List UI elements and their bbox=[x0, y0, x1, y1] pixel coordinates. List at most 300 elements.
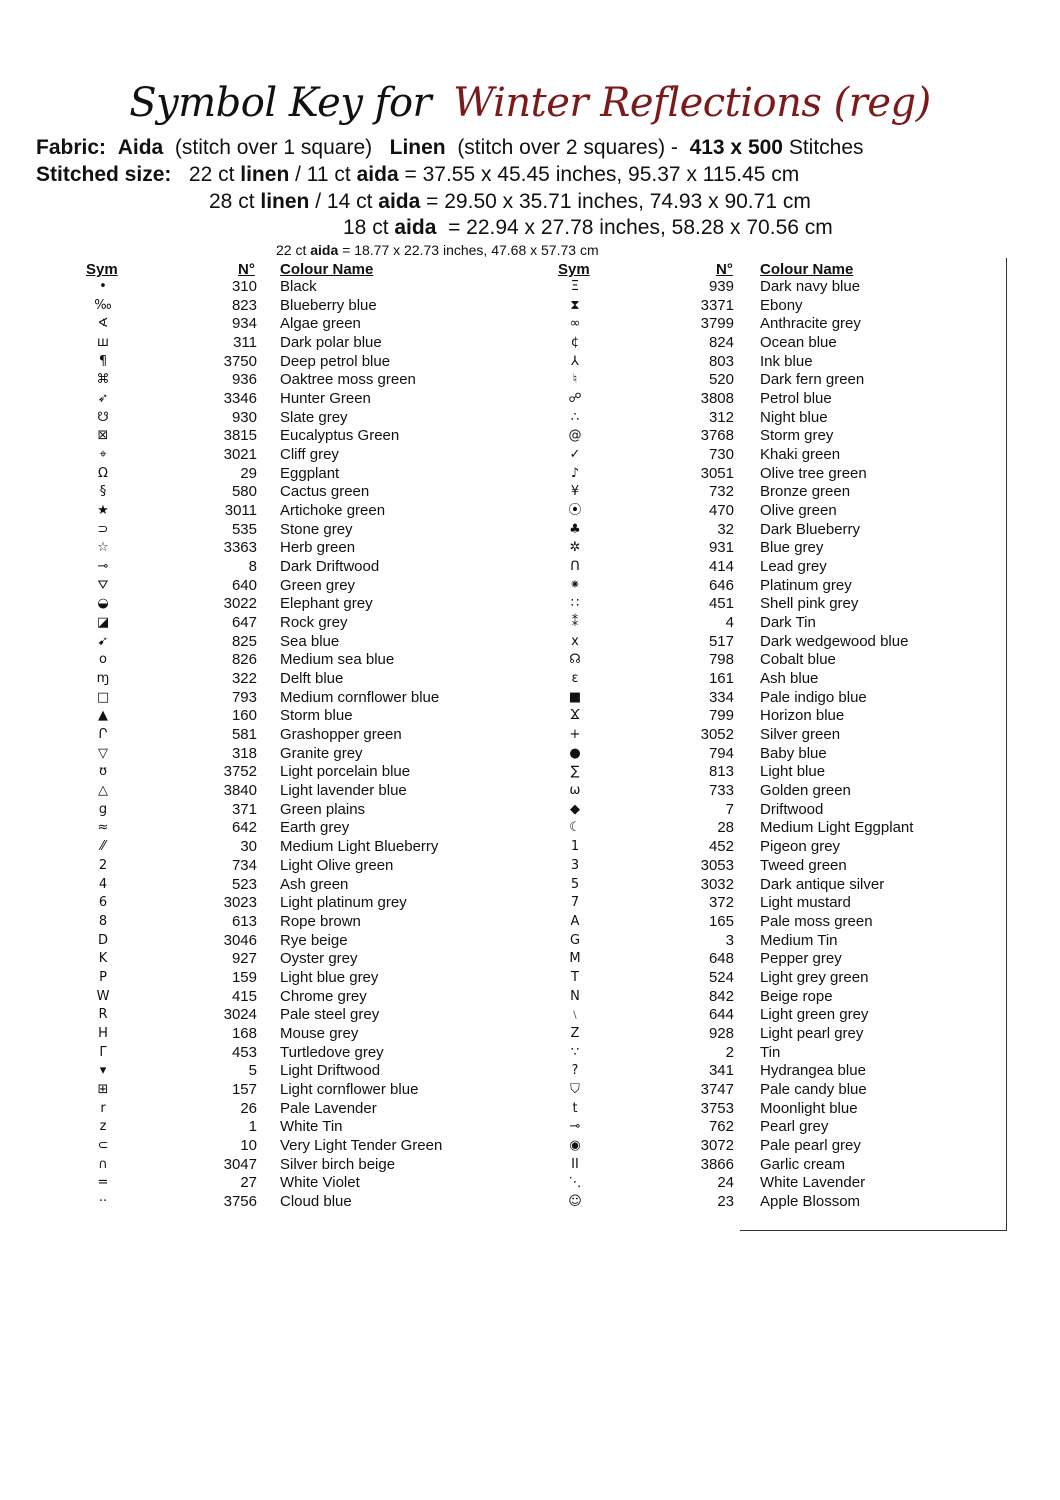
colour-name: Elephant grey bbox=[280, 595, 373, 613]
table-row bbox=[555, 614, 1035, 633]
stitch-symbol: K bbox=[98, 951, 108, 967]
colour-name: Herb green bbox=[280, 539, 356, 557]
floss-number: 3 bbox=[725, 931, 734, 949]
stitch-symbol: ⁑ bbox=[571, 615, 579, 631]
table-row bbox=[83, 315, 563, 334]
floss-number: 3047 bbox=[223, 1155, 257, 1173]
floss-number: 165 bbox=[708, 912, 734, 930]
size-2-mid: / 14 ct bbox=[315, 190, 373, 213]
stitch-count: 413 x 500 bbox=[689, 136, 783, 159]
size-4-pre: 22 ct bbox=[276, 242, 307, 258]
stitch-symbol: G bbox=[569, 932, 581, 948]
table-row bbox=[83, 670, 563, 689]
floss-number: 813 bbox=[708, 763, 734, 781]
floss-number: 939 bbox=[708, 278, 734, 295]
size-label: Stitched size: bbox=[36, 163, 172, 186]
floss-number: 581 bbox=[231, 726, 257, 744]
table-row bbox=[83, 353, 563, 372]
table-row bbox=[83, 577, 563, 596]
stitch-symbol: ✲ bbox=[569, 540, 581, 556]
table-row bbox=[83, 1062, 563, 1081]
table-row bbox=[555, 1081, 1035, 1100]
colour-name: Cactus green bbox=[280, 483, 370, 501]
pattern-name: Winter Reflections (reg) bbox=[453, 80, 931, 126]
floss-number: 322 bbox=[231, 670, 257, 688]
table-row bbox=[83, 689, 563, 708]
table-row bbox=[83, 782, 563, 801]
floss-number: 647 bbox=[231, 614, 257, 632]
table-row bbox=[555, 745, 1035, 764]
table-row bbox=[83, 1193, 563, 1212]
stitch-symbol: ⊂ bbox=[97, 1137, 109, 1153]
colour-name: Light mustard bbox=[760, 894, 851, 912]
stitch-symbol: ⋱ bbox=[568, 1175, 582, 1191]
colour-name: Dark navy blue bbox=[760, 278, 861, 295]
colour-name: Night blue bbox=[760, 408, 828, 426]
floss-number: 470 bbox=[708, 502, 734, 520]
table-row bbox=[83, 950, 563, 969]
floss-number: 157 bbox=[231, 1080, 257, 1098]
colour-name: Blueberry blue bbox=[280, 296, 377, 314]
colour-name: Turtledove grey bbox=[280, 1043, 384, 1061]
stitch-symbol: + bbox=[569, 727, 581, 743]
stitch-symbol: ◒ bbox=[97, 596, 109, 612]
floss-number: 159 bbox=[231, 968, 257, 986]
colour-name: Beige rope bbox=[760, 987, 833, 1005]
colour-name: Khaki green bbox=[760, 446, 841, 464]
floss-number: 3753 bbox=[700, 1099, 734, 1117]
colour-name: Earth grey bbox=[280, 819, 350, 837]
stitch-symbol: M bbox=[569, 951, 581, 967]
colour-name: Cliff grey bbox=[280, 446, 339, 464]
colour-name: Pepper grey bbox=[760, 950, 842, 968]
table-row bbox=[83, 558, 563, 577]
floss-number: 3051 bbox=[700, 464, 734, 482]
colour-name: Shell pink grey bbox=[760, 595, 859, 613]
table-row bbox=[83, 297, 563, 316]
stitch-symbol: 1 bbox=[570, 839, 580, 855]
colour-name: Dark Blueberry bbox=[760, 520, 861, 538]
stitch-symbol: R bbox=[98, 1007, 108, 1023]
table-row bbox=[555, 763, 1035, 782]
colour-name: Silver green bbox=[760, 726, 841, 744]
floss-number: 762 bbox=[708, 1118, 734, 1136]
colour-name: Tweed green bbox=[760, 856, 847, 874]
floss-number: 734 bbox=[231, 856, 257, 874]
table-row bbox=[555, 1062, 1035, 1081]
colour-name: Light blue grey bbox=[280, 968, 379, 986]
table-row bbox=[83, 1025, 563, 1044]
stitch-symbol: o bbox=[99, 652, 107, 668]
stitch-symbol: ⊞ bbox=[97, 1081, 109, 1097]
floss-number: 798 bbox=[708, 651, 734, 669]
fabric-label: Fabric: bbox=[36, 136, 107, 159]
stitch-symbol: D bbox=[97, 932, 108, 948]
floss-number: 825 bbox=[231, 632, 257, 650]
table-row bbox=[83, 894, 563, 913]
floss-number: 580 bbox=[231, 483, 257, 501]
colour-name: Olive tree green bbox=[760, 464, 867, 482]
stitch-symbol: T bbox=[571, 969, 579, 985]
stitch-symbol: ☋ bbox=[97, 409, 109, 425]
colour-name: Horizon blue bbox=[760, 707, 845, 725]
header-sym-right: Sym bbox=[558, 261, 590, 278]
stitch-symbol: ∩ bbox=[98, 1156, 108, 1172]
stitch-symbol: ▲ bbox=[98, 708, 108, 724]
stitch-symbol: ≈ bbox=[97, 820, 109, 836]
header-num-right: N° bbox=[716, 261, 733, 278]
stitch-symbol: II bbox=[571, 1156, 579, 1172]
stitch-symbol: ⌖ bbox=[99, 447, 107, 463]
stitch-symbol: ◆ bbox=[570, 801, 580, 817]
stitch-symbol: ᑎ bbox=[570, 559, 580, 575]
table-row bbox=[83, 932, 563, 951]
stitch-symbol: z bbox=[99, 1119, 107, 1135]
stitch-symbol: r bbox=[100, 1100, 106, 1116]
table-row bbox=[555, 670, 1035, 689]
floss-number: 3021 bbox=[223, 446, 257, 464]
floss-number: 642 bbox=[231, 819, 257, 837]
table-row bbox=[555, 465, 1035, 484]
table-row bbox=[555, 689, 1035, 708]
stitch-symbol: ∞ bbox=[569, 316, 581, 332]
table-row bbox=[555, 1193, 1035, 1212]
floss-number: 613 bbox=[231, 912, 257, 930]
size-line-3 bbox=[343, 216, 833, 240]
table-row bbox=[555, 446, 1035, 465]
title-prefix: Symbol Key for bbox=[129, 80, 432, 126]
table-row bbox=[555, 801, 1035, 820]
stitch-symbol: ♪ bbox=[570, 465, 580, 481]
colour-name: Ocean blue bbox=[760, 334, 837, 352]
stitch-symbol: ☍ bbox=[568, 391, 582, 407]
stitch-symbol: 5 bbox=[570, 876, 580, 892]
size-4-aida: aida bbox=[310, 242, 339, 258]
stitch-symbol: ɛ bbox=[571, 671, 579, 687]
colour-name: Oaktree moss green bbox=[280, 371, 416, 389]
colour-name: Delft blue bbox=[280, 670, 344, 688]
table-row bbox=[555, 1137, 1035, 1156]
stitch-symbol: t bbox=[572, 1100, 578, 1116]
stitch-symbol: A bbox=[570, 913, 580, 929]
floss-number: 30 bbox=[240, 838, 257, 856]
colour-name: Pale indigo blue bbox=[760, 688, 867, 706]
stitch-symbol: ⦿ bbox=[568, 503, 582, 519]
table-row bbox=[83, 707, 563, 726]
stitch-symbol: ∵ bbox=[570, 1044, 580, 1060]
floss-number: 3750 bbox=[223, 352, 257, 370]
colour-name: Slate grey bbox=[280, 408, 348, 426]
colour-name: Light Driftwood bbox=[280, 1062, 381, 1080]
floss-number: 10 bbox=[240, 1136, 257, 1154]
symbol-table-right bbox=[555, 278, 1035, 1212]
colour-name: Light porcelain blue bbox=[280, 763, 411, 781]
table-row bbox=[555, 558, 1035, 577]
floss-number: 414 bbox=[708, 558, 734, 576]
colour-name: Green plains bbox=[280, 800, 366, 818]
stitch-symbol: ‰ bbox=[94, 297, 112, 313]
colour-name: Driftwood bbox=[760, 800, 824, 818]
stitch-symbol: 6 bbox=[98, 895, 108, 911]
floss-number: 372 bbox=[708, 894, 734, 912]
stitch-symbol: ☊ bbox=[569, 652, 581, 668]
colour-name: Golden green bbox=[760, 782, 851, 800]
table-row bbox=[83, 483, 563, 502]
stitch-symbol: ⊠ bbox=[97, 428, 109, 444]
table-row bbox=[555, 651, 1035, 670]
table-row bbox=[83, 409, 563, 428]
colour-name: Medium Tin bbox=[760, 931, 838, 949]
floss-number: 27 bbox=[240, 1174, 257, 1192]
table-row bbox=[83, 857, 563, 876]
table-row bbox=[83, 595, 563, 614]
floss-number: 524 bbox=[708, 968, 734, 986]
table-row bbox=[83, 278, 563, 297]
colour-name: Mouse grey bbox=[280, 1024, 359, 1042]
fabric-aida-note: (stitch over 1 square) bbox=[174, 136, 373, 159]
colour-name: Light platinum grey bbox=[280, 894, 407, 912]
floss-number: 646 bbox=[708, 576, 734, 594]
stitch-symbol: = bbox=[97, 1175, 109, 1191]
stitch-symbol: Ϫ bbox=[570, 708, 580, 724]
stitch-symbol: ☆ bbox=[97, 540, 109, 556]
stitch-symbol: ¢ bbox=[570, 335, 580, 351]
stitch-symbol: ▽ bbox=[98, 745, 108, 761]
floss-number: 3768 bbox=[700, 427, 734, 445]
floss-number: 794 bbox=[708, 744, 734, 762]
fabric-line bbox=[36, 136, 864, 160]
table-row bbox=[83, 371, 563, 390]
stitch-symbol: ➶ bbox=[97, 391, 109, 407]
stitch-symbol: ∢ bbox=[97, 316, 109, 332]
floss-number: 334 bbox=[708, 688, 734, 706]
stitch-symbol: § bbox=[99, 484, 107, 500]
floss-number: 452 bbox=[708, 838, 734, 856]
size-1-pre: 22 ct bbox=[188, 163, 235, 186]
table-row bbox=[555, 409, 1035, 428]
floss-number: 644 bbox=[708, 1006, 734, 1024]
colour-name: Light grey green bbox=[760, 968, 869, 986]
size-line-4 bbox=[276, 242, 599, 258]
stitch-symbol: ▾ bbox=[99, 1063, 107, 1079]
floss-number: 842 bbox=[708, 987, 734, 1005]
stitch-symbol: △ bbox=[98, 783, 108, 799]
stitch-symbol: x bbox=[571, 633, 579, 649]
colour-name: Green grey bbox=[280, 576, 356, 594]
floss-number: 24 bbox=[717, 1174, 734, 1192]
colour-name: Light Olive green bbox=[280, 856, 394, 874]
floss-number: 7 bbox=[725, 800, 734, 818]
floss-number: 826 bbox=[231, 651, 257, 669]
stitch-symbol: N bbox=[570, 988, 580, 1004]
table-row bbox=[555, 1044, 1035, 1063]
stitch-symbol: ■ bbox=[568, 689, 582, 705]
table-row bbox=[83, 427, 563, 446]
colour-name: Dark polar blue bbox=[280, 334, 382, 352]
stitch-symbol: ¶ bbox=[98, 353, 108, 369]
floss-number: 3011 bbox=[224, 502, 257, 520]
floss-number: 730 bbox=[708, 446, 734, 464]
size-2-value: = 29.50 x 35.71 inches, 74.93 x 90.71 cm bbox=[426, 190, 811, 213]
size-line-2 bbox=[209, 190, 811, 214]
table-row bbox=[83, 521, 563, 540]
floss-number: 3808 bbox=[700, 390, 734, 408]
table-border-right bbox=[1006, 258, 1007, 1230]
floss-number: 523 bbox=[231, 875, 257, 893]
fabric-linen-note: (stitch over 2 squares) - bbox=[457, 136, 678, 159]
colour-name: Light green grey bbox=[760, 1006, 869, 1024]
table-row bbox=[83, 465, 563, 484]
stitch-symbol: 2 bbox=[98, 857, 108, 873]
colour-name: Ink blue bbox=[760, 352, 813, 370]
stitch-symbol: ⧗ bbox=[570, 297, 580, 313]
floss-number: 23 bbox=[717, 1192, 734, 1210]
colour-name: Blue grey bbox=[760, 539, 824, 557]
colour-name: Pale moss green bbox=[760, 912, 873, 930]
colour-name: Apple Blossom bbox=[760, 1192, 861, 1210]
table-row bbox=[83, 539, 563, 558]
floss-number: 4 bbox=[725, 614, 734, 632]
header-sym-left: Sym bbox=[86, 261, 118, 278]
floss-number: 930 bbox=[231, 408, 257, 426]
table-row bbox=[83, 633, 563, 652]
colour-name: Ash blue bbox=[760, 670, 819, 688]
table-row bbox=[83, 1100, 563, 1119]
colour-name: Tin bbox=[760, 1043, 781, 1061]
floss-number: 3052 bbox=[700, 726, 734, 744]
floss-number: 3371 bbox=[700, 296, 734, 314]
floss-number: 318 bbox=[231, 744, 257, 762]
size-1-mid: / 11 ct bbox=[295, 163, 351, 186]
stitch-symbol: W bbox=[96, 988, 110, 1004]
colour-name: Pale candy blue bbox=[760, 1080, 867, 1098]
colour-name: Very Light Tender Green bbox=[280, 1136, 443, 1154]
floss-number: 3815 bbox=[223, 427, 257, 445]
colour-name: Baby blue bbox=[760, 744, 827, 762]
floss-number: 936 bbox=[231, 371, 257, 389]
colour-name: Hydrangea blue bbox=[760, 1062, 866, 1080]
table-row bbox=[83, 334, 563, 353]
stitch-symbol: ∑ bbox=[570, 764, 580, 780]
stitch-symbol: □ bbox=[96, 689, 110, 705]
table-row bbox=[83, 838, 563, 857]
colour-name: Light cornflower blue bbox=[280, 1080, 419, 1098]
table-row bbox=[83, 1174, 563, 1193]
colour-name: Bronze green bbox=[760, 483, 851, 501]
table-row bbox=[555, 894, 1035, 913]
colour-name: Rock grey bbox=[280, 614, 348, 632]
stitch-symbol: ★ bbox=[97, 503, 109, 519]
floss-number: 3752 bbox=[223, 763, 257, 781]
table-row bbox=[83, 801, 563, 820]
table-row bbox=[83, 1006, 563, 1025]
floss-number: 3346 bbox=[223, 390, 257, 408]
size-2-linen: linen bbox=[260, 190, 310, 213]
table-row bbox=[555, 1156, 1035, 1175]
colour-name: Storm grey bbox=[760, 427, 834, 445]
table-row bbox=[555, 577, 1035, 596]
colour-name: Medium Light Eggplant bbox=[760, 819, 914, 837]
header-name-left: Colour Name bbox=[280, 261, 374, 278]
colour-name: Stone grey bbox=[280, 520, 353, 538]
floss-number: 3756 bbox=[223, 1192, 257, 1210]
table-row bbox=[83, 651, 563, 670]
table-row bbox=[83, 502, 563, 521]
colour-name: Cloud blue bbox=[280, 1192, 352, 1210]
floss-number: 2 bbox=[725, 1043, 734, 1061]
table-row bbox=[83, 614, 563, 633]
colour-name: Pale steel grey bbox=[280, 1006, 380, 1024]
fabric-aida: Aida bbox=[117, 136, 164, 159]
table-row bbox=[555, 969, 1035, 988]
floss-number: 934 bbox=[231, 315, 257, 333]
size-3-aida: aida bbox=[394, 216, 437, 239]
stitch-symbol: g bbox=[98, 801, 108, 817]
header-name-right: Colour Name bbox=[760, 261, 854, 278]
table-row bbox=[555, 278, 1035, 297]
stitch-symbol: ☺ bbox=[568, 1193, 582, 1209]
stitch-symbol: ◪ bbox=[96, 615, 110, 631]
table-row bbox=[555, 539, 1035, 558]
colour-name: Platinum grey bbox=[760, 576, 852, 594]
page-title bbox=[0, 80, 1060, 126]
colour-name: Rye beige bbox=[280, 931, 348, 949]
stitch-symbol: ♣ bbox=[569, 521, 581, 537]
size-2-pre: 28 ct bbox=[209, 190, 255, 213]
colour-name: Medium cornflower blue bbox=[280, 688, 440, 706]
table-row bbox=[83, 390, 563, 409]
floss-number: 517 bbox=[708, 632, 734, 650]
table-row bbox=[555, 876, 1035, 895]
floss-number: 168 bbox=[231, 1024, 257, 1042]
colour-name: Medium Light Blueberry bbox=[280, 838, 439, 856]
floss-number: 3024 bbox=[223, 1006, 257, 1024]
colour-name: Eggplant bbox=[280, 464, 340, 482]
stitch-symbol: ﹨ bbox=[568, 1007, 582, 1023]
table-row bbox=[83, 1081, 563, 1100]
floss-number: 3053 bbox=[700, 856, 734, 874]
table-row bbox=[555, 595, 1035, 614]
stitch-symbol: 3 bbox=[570, 857, 580, 873]
floss-number: 3046 bbox=[223, 931, 257, 949]
stitch-symbol: ☾ bbox=[569, 820, 581, 836]
colour-name: Lead grey bbox=[760, 558, 827, 576]
stitch-symbol: 4 bbox=[98, 876, 108, 892]
stitch-symbol: ∷ bbox=[570, 596, 580, 612]
colour-name: White Lavender bbox=[760, 1174, 866, 1192]
floss-number: 311 bbox=[233, 334, 257, 352]
stitch-symbol: ♮ bbox=[572, 372, 578, 388]
colour-name: Grashopper green bbox=[280, 726, 402, 744]
stitch-symbol: ⛛ bbox=[97, 577, 109, 593]
stitch-symbol: 8 bbox=[98, 913, 108, 929]
colour-name: Ebony bbox=[760, 296, 803, 314]
floss-number: 3022 bbox=[223, 595, 257, 613]
colour-name: Silver birch beige bbox=[280, 1155, 396, 1173]
table-row bbox=[83, 1044, 563, 1063]
floss-number: 29 bbox=[240, 464, 257, 482]
floss-number: 640 bbox=[231, 576, 257, 594]
table-row bbox=[555, 913, 1035, 932]
floss-number: 733 bbox=[708, 782, 734, 800]
stitch-symbol: ɱ bbox=[96, 671, 110, 687]
stitch-symbol: Γ bbox=[99, 1044, 107, 1060]
table-row bbox=[555, 353, 1035, 372]
table-row bbox=[83, 1137, 563, 1156]
table-row bbox=[555, 633, 1035, 652]
colour-name: Dark fern green bbox=[760, 371, 865, 389]
stitch-symbol: ʊ bbox=[98, 764, 108, 780]
